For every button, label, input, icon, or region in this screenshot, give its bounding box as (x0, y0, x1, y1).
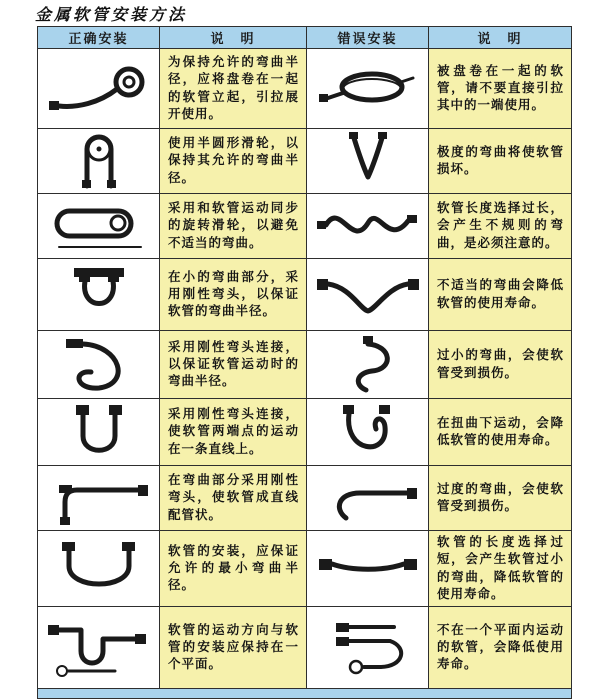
page-title: 金属软管安装方法 (35, 7, 188, 24)
rigid-elbow-loop-illustration (47, 336, 151, 394)
correct-image-cell (38, 607, 160, 689)
correct-image-cell (38, 49, 160, 129)
hook-small-bend-illustration (316, 336, 420, 394)
wrong-image-cell (307, 466, 429, 531)
correct-note: 为保持允许的弯曲半径，应将盘卷在一起的软管立起，引拉展开使用。 (160, 49, 307, 129)
table-row (38, 466, 572, 531)
header-wrong-note: 说 明 (429, 27, 572, 49)
header-correct-note: 说 明 (160, 27, 307, 49)
l-shape-overbent-illustration (316, 469, 420, 527)
correct-note: 采用和软管运动同步的旋转滑轮，以避免不适当的弯曲。 (160, 194, 307, 259)
rigid-elbow-small-bend-illustration (47, 266, 151, 324)
table-row (38, 531, 572, 607)
min-radius-u-hose-illustration (47, 540, 151, 598)
trap-shape-hose-illustration (47, 619, 151, 677)
wrong-note: 软管的长度选择过短，会产生软管过小的弯曲，降低软管的使用寿命。 (429, 531, 572, 607)
short-stretched-hose-illustration (316, 540, 420, 598)
table-row (38, 129, 572, 194)
wrong-note: 极度的弯曲将使软管损坏。 (429, 129, 572, 194)
correct-note: 在弯曲部分采用刚性弯头，使软管成直线配管状。 (160, 466, 307, 531)
wrong-image-cell (307, 259, 429, 331)
semicircular-pulley-hose-illustration (47, 132, 151, 190)
correct-image-cell (38, 259, 160, 331)
table-row (38, 607, 572, 689)
wrong-image-cell (307, 49, 429, 129)
wrong-image-cell (307, 607, 429, 689)
wrong-note: 不在一个平面内运动的软管，会降低使用寿命。 (429, 607, 572, 689)
correct-note: 采用刚性弯头连接，使软管两端点的运动在一条直线上。 (160, 399, 307, 466)
correct-image-cell (38, 531, 160, 607)
correct-image-cell (38, 331, 160, 399)
correct-image-cell (38, 194, 160, 259)
wrong-note: 过小的弯曲，会使软管受到损伤。 (429, 331, 572, 399)
correct-image-cell (38, 129, 160, 194)
wrong-image-cell (307, 531, 429, 607)
wrong-image-cell (307, 129, 429, 194)
header-correct-install: 正确安装 (38, 27, 160, 49)
installation-table (37, 26, 572, 699)
improper-wide-bend-illustration (316, 266, 420, 324)
u-hose-with-elbows-illustration (47, 403, 151, 461)
table-row (38, 331, 572, 399)
table-row (38, 259, 572, 331)
table-row (38, 49, 572, 129)
uncoiled-hose-illustration (47, 60, 151, 118)
wrong-image-cell (307, 194, 429, 259)
l-shape-rigid-elbow-illustration (47, 469, 151, 527)
correct-note: 软管的安装，应保证允许的最小弯曲半径。 (160, 531, 307, 607)
correct-note: 软管的运动方向与软管的安装应保持在一个平面。 (160, 607, 307, 689)
wrong-note: 被盘卷在一起的软管，请不要直接引拉其中的一端使用。 (429, 49, 572, 129)
irregular-bend-hose-illustration (316, 197, 420, 255)
wrong-note: 软管长度选择过长，会产生不规则的弯曲，是必须注意的。 (429, 194, 572, 259)
footer-strip (38, 689, 572, 699)
twisted-u-hose-illustration (316, 403, 420, 461)
correct-note: 在小的弯曲部分，采用刚性弯头，以保证软管的弯曲半径。 (160, 259, 307, 331)
out-of-plane-hose-illustration (316, 619, 420, 677)
rotating-pulley-track-illustration (47, 197, 151, 255)
header-wrong-install: 错误安装 (307, 27, 429, 49)
extreme-sharp-bend-illustration (316, 132, 420, 190)
correct-note: 使用半圆形滑轮，以保持其允许的弯曲半径。 (160, 129, 307, 194)
wrong-image-cell (307, 331, 429, 399)
header-row (38, 27, 572, 49)
table-row (38, 399, 572, 466)
correct-image-cell (38, 466, 160, 531)
wrong-note: 不适当的弯曲会降低软管的使用寿命。 (429, 259, 572, 331)
table-row (38, 194, 572, 259)
wrong-image-cell (307, 399, 429, 466)
coiled-hose-bundle-illustration (316, 60, 420, 118)
wrong-note: 过度的弯曲，会使软管受到损伤。 (429, 466, 572, 531)
correct-note: 采用刚性弯头连接，以保证软管运动时的弯曲半径。 (160, 331, 307, 399)
wrong-note: 在扭曲下运动，会降低软管的使用寿命。 (429, 399, 572, 466)
correct-image-cell (38, 399, 160, 466)
